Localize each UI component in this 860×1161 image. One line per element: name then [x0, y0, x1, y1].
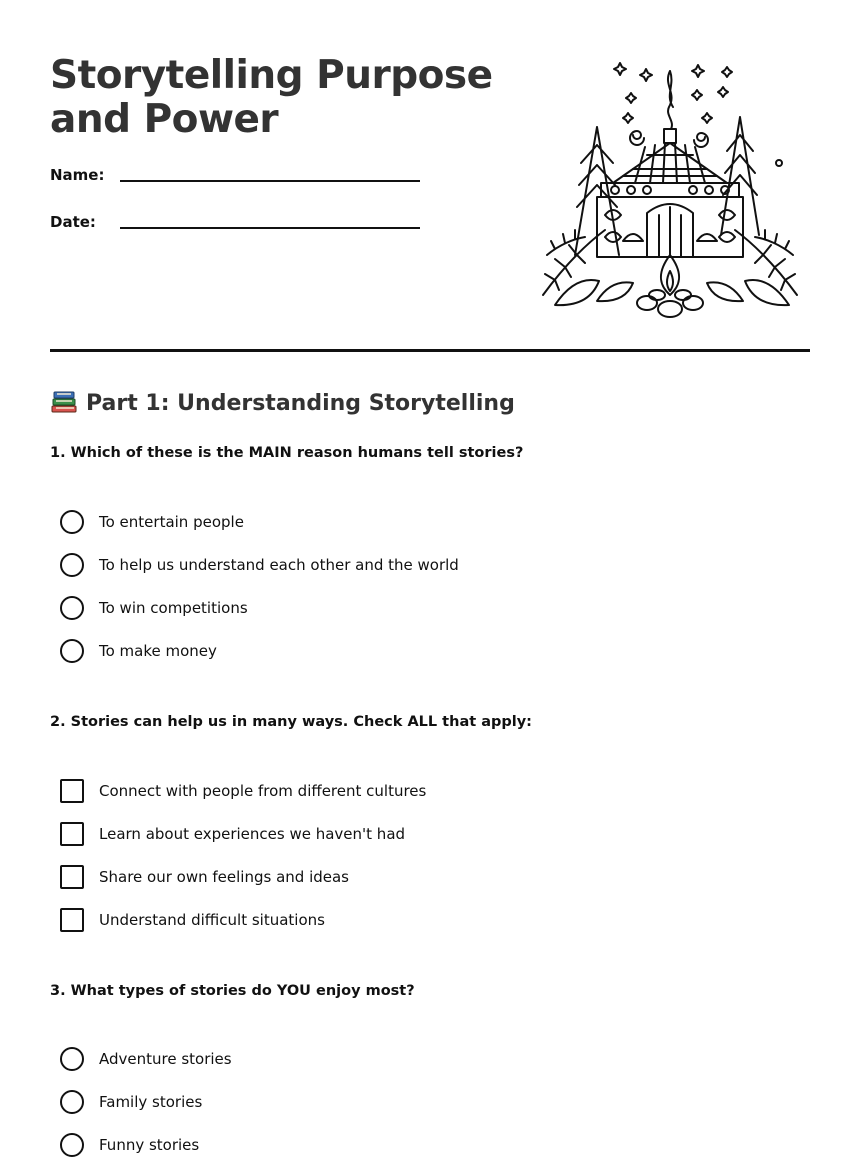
title-line-2: and Power — [50, 97, 279, 142]
storytelling-hut-illustration — [535, 55, 805, 325]
radio-button[interactable] — [60, 510, 84, 534]
question-3-text: 3. What types of stories do YOU enjoy most? — [50, 983, 415, 999]
page-title — [50, 54, 493, 142]
question-2-option[interactable] — [60, 864, 349, 890]
radio-button[interactable] — [60, 1133, 84, 1157]
question-2-option[interactable] — [60, 778, 426, 804]
name-answer-line[interactable] — [120, 180, 420, 182]
option-label: Learn about experiences we haven't had — [99, 825, 406, 843]
option-label: Understand difficult situations — [99, 911, 325, 929]
question-1-option[interactable] — [60, 638, 217, 664]
checkbox[interactable] — [60, 865, 84, 889]
option-label: To help us understand each other and the world — [99, 556, 459, 574]
option-label: Connect with people from different cultures — [99, 782, 427, 800]
question-2-option[interactable] — [60, 907, 325, 933]
radio-button[interactable] — [60, 639, 84, 663]
question-3-option[interactable] — [60, 1046, 232, 1072]
checkbox[interactable] — [60, 822, 84, 846]
checkbox[interactable] — [60, 908, 84, 932]
radio-button[interactable] — [60, 1047, 84, 1071]
radio-button[interactable] — [60, 1090, 84, 1114]
date-field[interactable] — [50, 213, 96, 231]
name-field[interactable] — [50, 166, 104, 184]
stars-icon — [614, 63, 732, 123]
checkbox[interactable] — [60, 779, 84, 803]
option-label: Family stories — [99, 1093, 203, 1111]
books-emoji-icon — [50, 388, 78, 414]
date-answer-line[interactable] — [120, 227, 420, 229]
section-title-text: Part 1: Understanding Storytelling — [86, 391, 515, 416]
option-label: Adventure stories — [99, 1050, 232, 1068]
name-label: Name: — [50, 166, 105, 184]
date-label: Date: — [50, 213, 96, 231]
question-1-text: 1. Which of these is the MAIN reason humans tell stories? — [50, 445, 524, 461]
question-3-option[interactable] — [60, 1132, 199, 1158]
question-1-option[interactable] — [60, 595, 248, 621]
question-3-option[interactable] — [60, 1089, 202, 1115]
question-2-text: 2. Stories can help us in many ways. Check ALL that apply: — [50, 714, 532, 730]
header-divider — [50, 349, 810, 352]
radio-button[interactable] — [60, 596, 84, 620]
option-label: To make money — [99, 642, 217, 660]
question-1-option[interactable] — [60, 552, 459, 578]
question-2-option[interactable] — [60, 821, 405, 847]
option-label: To entertain people — [99, 513, 244, 531]
option-label: Funny stories — [99, 1136, 200, 1154]
option-label: To win competitions — [99, 599, 248, 617]
title-line-1: Storytelling Purpose — [50, 53, 493, 98]
option-label: Share our own feelings and ideas — [99, 868, 349, 886]
question-1-option[interactable] — [60, 509, 244, 535]
radio-button[interactable] — [60, 553, 84, 577]
section-title — [50, 388, 515, 416]
